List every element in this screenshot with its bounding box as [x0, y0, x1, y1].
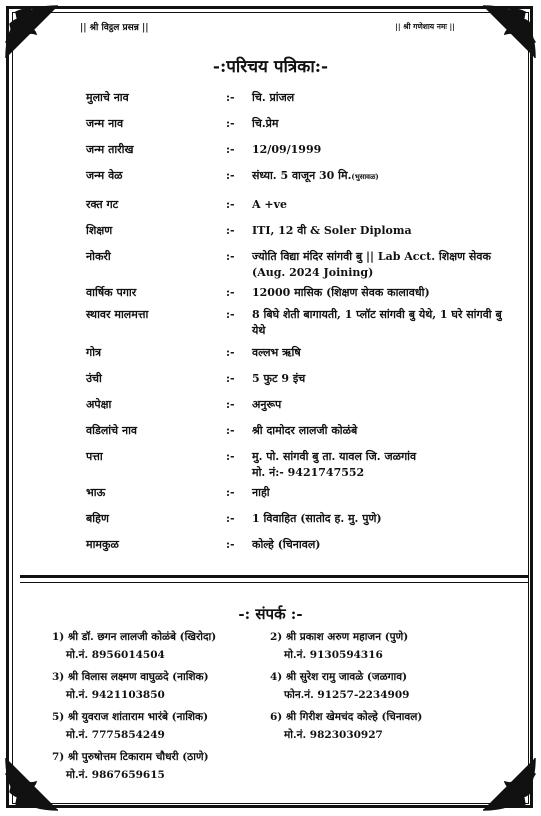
- detail-separator: :-: [226, 91, 235, 104]
- detail-label: स्थावर मालमत्ता: [86, 308, 149, 321]
- detail-separator: :-: [226, 424, 235, 437]
- detail-value: 5 फुट 9 इंच: [252, 372, 306, 385]
- detail-value: कोल्हे (चिनावल): [252, 538, 321, 551]
- detail-value: चि. प्रांजल: [252, 91, 295, 104]
- detail-value: 1 विवाहित (सातोद ह. मु. पुणे): [252, 512, 382, 525]
- contact-phone: मो.नं. 9421103850: [66, 689, 165, 701]
- contact-phone: मो.नं. 9130594316: [284, 649, 383, 661]
- detail-label: मामकुळ: [86, 538, 119, 551]
- contact-phone: फोन.नं. 91257-2234909: [284, 689, 410, 701]
- detail-row: [86, 142, 506, 158]
- detail-value: अनुरूप: [252, 398, 282, 411]
- contact-item: [52, 668, 209, 704]
- contact-phone: मो.नं. 9823030927: [284, 729, 383, 741]
- detail-value: वल्लभ ऋषि: [252, 346, 301, 359]
- detail-value: ITI, 12 वी & Soler Diploma: [252, 224, 412, 237]
- detail-label: रक्त गट: [86, 198, 119, 211]
- detail-row: [86, 168, 506, 185]
- detail-label: वडिलांचे नाव: [86, 424, 138, 437]
- detail-label: जन्म तारीख: [86, 143, 134, 156]
- detail-separator: :-: [226, 169, 235, 182]
- contact-name: 6) श्री गिरीश खेमचंद कोल्हे (चिनावल): [270, 711, 423, 723]
- detail-separator: :-: [226, 538, 235, 551]
- detail-row: [86, 223, 506, 239]
- detail-row: [86, 197, 506, 213]
- detail-row: [86, 423, 506, 439]
- detail-separator: :-: [226, 143, 235, 156]
- header-blessing-right: || श्री गणेशाय नमः ||: [395, 22, 455, 31]
- detail-separator: :-: [226, 372, 235, 385]
- detail-value: श्री दामोदर लालजी कोळंबे: [252, 424, 358, 437]
- section-divider: [20, 575, 528, 578]
- birth-place: (भुसावळ): [351, 172, 379, 181]
- detail-label: गोत्र: [86, 346, 102, 359]
- detail-label: अपेक्षा: [86, 398, 112, 411]
- detail-label: जन्म वेळ: [86, 169, 123, 182]
- contact-name: 5) श्री युवराज शांताराम भारंबे (नाशिक): [52, 711, 209, 723]
- detail-separator: :-: [226, 346, 235, 359]
- detail-separator: :-: [226, 450, 235, 463]
- detail-row: [86, 371, 506, 387]
- detail-value: 8 बिघे शेती बागायती, 1 प्लॉट सांगवी बु येथे, 1 घरे सांगवी बु येथे: [252, 308, 502, 337]
- detail-label: मुलाचे नाव: [86, 91, 129, 104]
- address-phone: मो. नं:- 9421747552: [252, 466, 365, 479]
- contact-item: [270, 628, 408, 664]
- detail-row: [86, 485, 506, 501]
- contact-name: 4) श्री सुरेश रामु जावळे (जळगाव): [270, 671, 408, 683]
- corner-ornament-icon: [479, 754, 539, 814]
- detail-row: [86, 397, 506, 413]
- detail-value: 12000 मासिक (शिक्षण सेवक कालावधी): [252, 286, 430, 299]
- detail-label: नोकरी: [86, 250, 111, 263]
- detail-row: [86, 345, 506, 361]
- detail-value: [252, 168, 506, 185]
- detail-row: [86, 537, 506, 553]
- detail-separator: :-: [226, 398, 235, 411]
- contact-name: 7) श्री पुरुषोत्तम टिकाराम चौधरी (ठाणे): [52, 751, 209, 763]
- detail-value: नाही: [252, 486, 270, 499]
- detail-row: [86, 307, 506, 339]
- contact-item: [52, 748, 209, 784]
- detail-value: चि.प्रेम: [252, 117, 279, 130]
- detail-label: पत्ता: [86, 450, 103, 463]
- detail-label: बहिण: [86, 512, 109, 525]
- detail-label: शिक्षण: [86, 224, 113, 237]
- contact-item: [270, 668, 409, 704]
- header-blessing-left: || श्री विट्ठल प्रसन्न ||: [80, 23, 149, 33]
- contact-phone: मो.नं. 8956014504: [66, 649, 165, 661]
- detail-row: [86, 90, 506, 106]
- detail-label: वार्षिक पगार: [86, 286, 137, 299]
- detail-value: ज्योति विद्या मंदिर सांगवी बु || Lab Acct. शिक्षण सेवक (Aug. 2024 Joining): [252, 250, 491, 279]
- detail-separator: :-: [226, 198, 235, 211]
- contact-phone: मो.नं. 9867659615: [66, 769, 165, 781]
- page-title: -:परिचय पत्रिका:-: [212, 57, 329, 77]
- contact-name: 2) श्री प्रकाश अरुण महाजन (पुणे): [270, 631, 409, 643]
- detail-separator: :-: [226, 308, 235, 321]
- detail-row: [86, 249, 506, 281]
- detail-label: उंची: [86, 372, 102, 385]
- contact-name: 3) श्री विलास लक्ष्मण वाघुळदे (नाशिक): [52, 671, 209, 683]
- contacts-title: -: संपर्क :-: [238, 605, 303, 623]
- birth-time: संध्या. 5 वाजून 30 मि.: [252, 169, 352, 182]
- contact-item: [270, 708, 422, 744]
- contact-name: 1) श्री डॉ. छगन लालजी कोळंबे (खिरोदा): [52, 631, 217, 643]
- contact-phone: मो.नं. 7775854249: [66, 729, 165, 741]
- address-line: मु. पो. सांगवी बु ता. यावल जि. जळगांव: [252, 450, 417, 463]
- detail-label: भाऊ: [86, 486, 106, 499]
- detail-separator: :-: [226, 512, 235, 525]
- section-divider: [20, 582, 528, 583]
- detail-separator: :-: [226, 224, 235, 237]
- detail-row: [86, 511, 506, 527]
- detail-value: 12/09/1999: [252, 143, 322, 156]
- contact-item: [52, 708, 208, 744]
- detail-row: [86, 116, 506, 132]
- detail-label: जन्म नाव: [86, 117, 124, 130]
- detail-separator: :-: [226, 117, 235, 130]
- detail-value: A +ve: [252, 198, 287, 211]
- detail-separator: :-: [226, 286, 235, 299]
- detail-separator: :-: [226, 486, 235, 499]
- detail-separator: :-: [226, 250, 235, 263]
- detail-row: [86, 285, 506, 301]
- corner-ornament-icon: [479, 2, 539, 62]
- detail-row: [86, 449, 506, 481]
- corner-ornament-icon: [2, 2, 62, 62]
- detail-value: [252, 449, 506, 481]
- contact-item: [52, 628, 216, 664]
- biodata-table: [86, 90, 506, 553]
